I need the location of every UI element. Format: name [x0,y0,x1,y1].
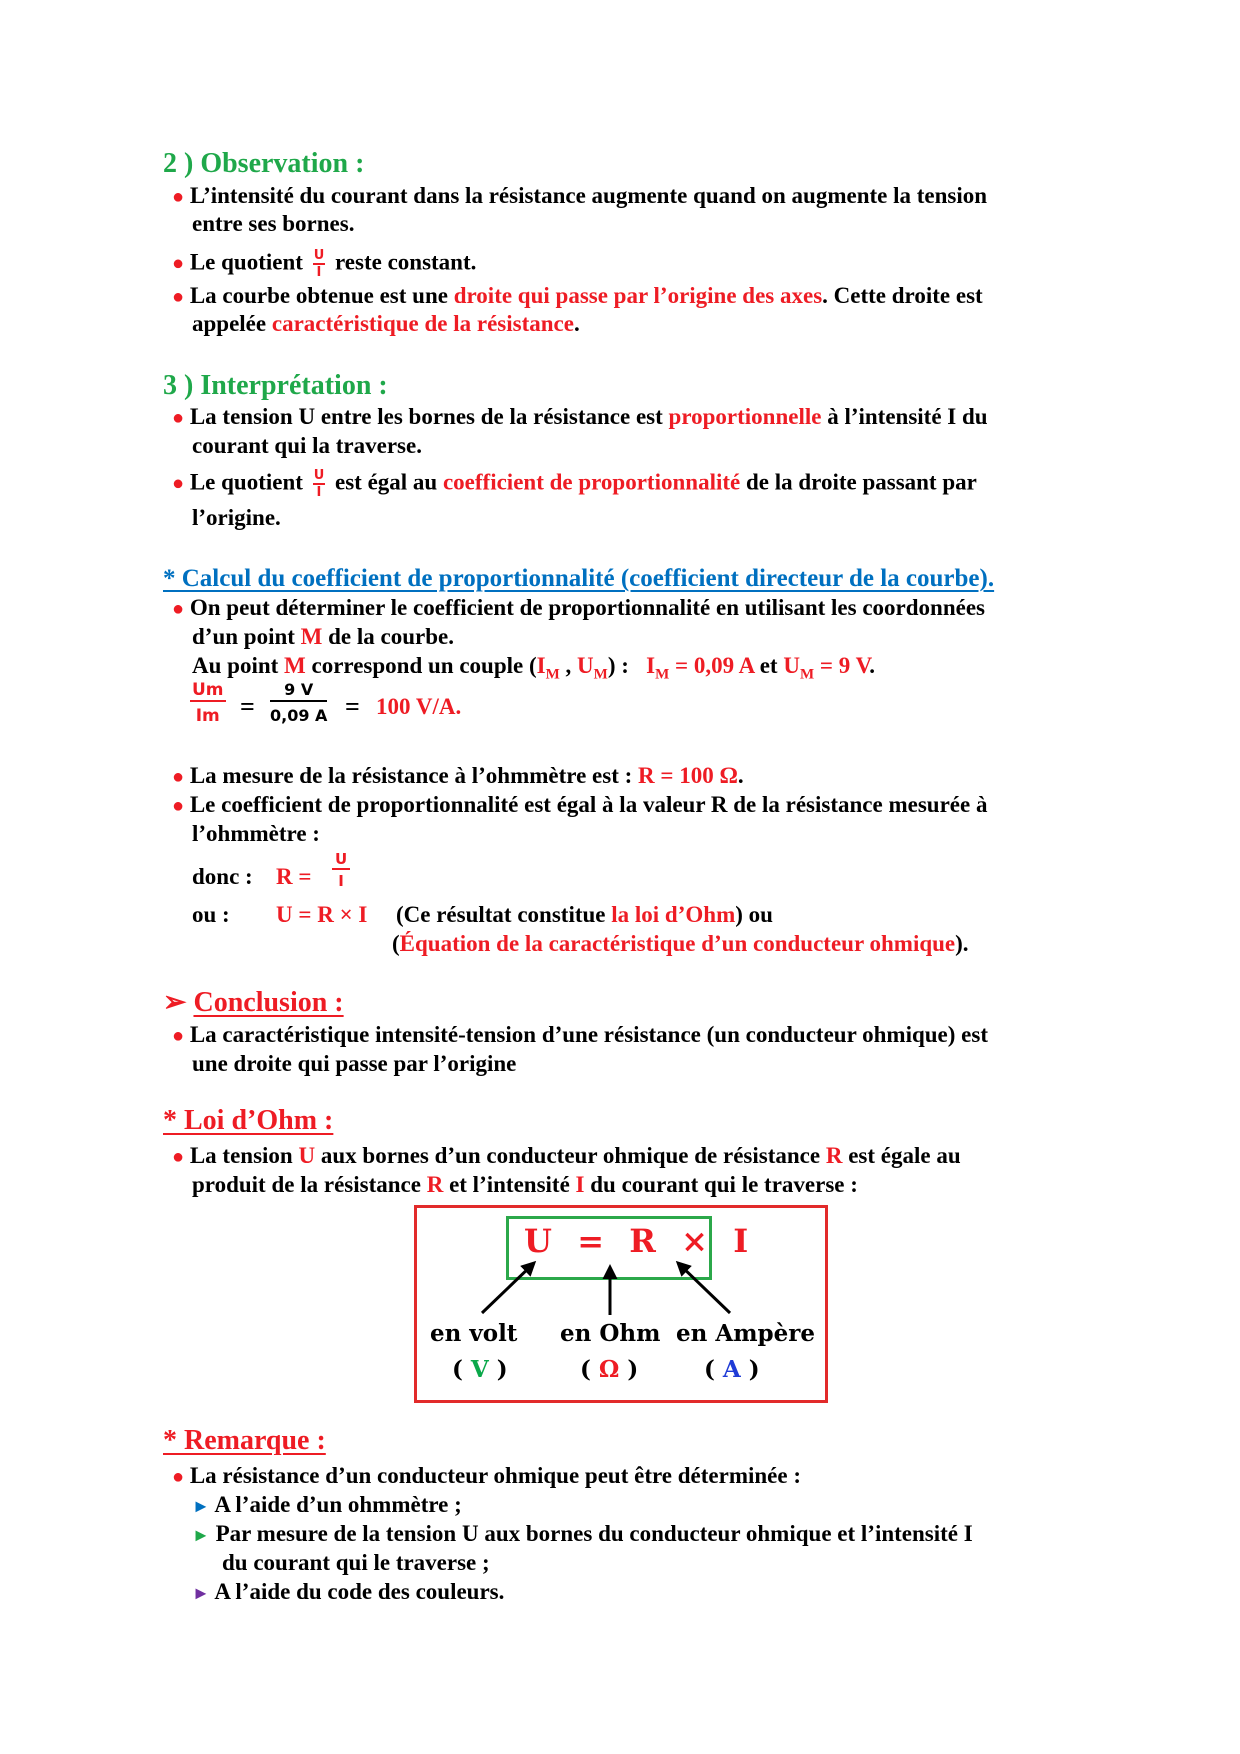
quotient-fraction: $\frac{U}{I}$ [313,248,325,280]
calcul-bullet-1: ● On peut déterminer le coefficient de proportionnalité en utilisant les coordonnées [172,595,985,620]
ampere-unit: ( A ) [704,1356,760,1383]
bullet-icon: ● [172,795,185,817]
bullet-icon: ● [172,766,185,788]
equals-sign: = [240,692,255,721]
calcul-heading: * Calcul du coefficient de proportionnalité (coefficient directeur de la courbe). [163,565,995,592]
bullet-icon: ● [172,286,185,308]
bullet-icon: ● [172,1025,185,1047]
remarque-sub-2: ► Par mesure de la tension U aux bornes du conducteur ohmique et l’intensité I [192,1521,973,1546]
calcul-bullet-1-line2: d’un point M de la courbe. [192,624,454,649]
coefficient-result: 100 V/A. [376,694,462,719]
interpretation-heading: 3 ) Interprétation : [163,370,388,401]
values-fraction: 9 V 0,09 A [270,680,328,725]
calcul-bullet-2: ● La mesure de la résistance à l’ohmmètre est : R = 100 Ω. [172,763,744,788]
calcul-bullet-3-cont: l’ohmmètre : [192,821,320,846]
equals-sign: = [345,692,360,721]
bullet-icon: ● [172,407,185,429]
ampere-arrow [678,1263,730,1313]
triangle-icon: ► [192,1583,210,1603]
arrow-icon: ➢ [163,987,187,1018]
volt-unit: ( V ) [452,1356,508,1383]
formula-text: U = R × I [524,1222,750,1260]
interpretation-bullet-2: ● Le quotient $\frac{U}{I}$ est égal au coefficient de proportionnalité de la droite passant par [172,468,977,500]
remarque-bullet-1: ● La résistance d’un conducteur ohmique peut être déterminée : [172,1463,801,1488]
r-fraction: U I [332,850,350,890]
observation-bullet-2: ● Le quotient $\frac{U}{I}$ reste constant. [172,248,477,280]
interpretation-bullet-1: ● La tension U entre les bornes de la résistance est proportionnelle à l’intensité I du [172,404,988,429]
calcul-bullet-1-line3: Au point M correspond un couple ($I_M$ , $U_M$) : $I_M = 0,09$ A et $U_M = 9$ V. [192,653,875,683]
equation-note: (Équation de la caractéristique d’un conducteur ohmique). [392,931,969,956]
loi-ohm-bullet-1-cont: produit de la résistance R et l’intensité I du courant qui le traverse : [192,1172,858,1197]
conclusion-heading: ➢ Conclusion : [163,987,344,1018]
triangle-icon: ► [192,1525,210,1545]
bullet-icon: ● [172,252,185,275]
calcul-bullet-3: ● Le coefficient de proportionnalité est égal à la valeur R de la résistance mesurée à [172,792,988,817]
loi-ohm-heading: * Loi d’Ohm : [163,1105,334,1136]
interpretation-bullet-2-cont: l’origine. [192,505,281,530]
ohm-unit: ( Ω ) [580,1356,639,1383]
bullet-icon: ● [172,1466,185,1488]
remarque-sub-3: ► A l’aide du code des couleurs. [192,1579,505,1604]
conclusion-bullet-1: ● La caractéristique intensité-tension d’une résistance (un conducteur ohmique) est [172,1022,988,1047]
remarque-sub-1: ► A l’aide d’un ohmmètre ; [192,1492,462,1517]
observation-bullet-1: ● L’intensité du courant dans la résistance augmente quand on augmente la tension [172,183,988,208]
bullet-icon: ● [172,1146,185,1168]
observation-heading: 2 ) Observation : [163,148,365,179]
r-equals: R = [276,864,312,889]
ohm-label: en Ohm [560,1320,661,1347]
volt-label: en volt [430,1320,518,1347]
ohm-law-note: (Ce résultat constitue la loi d’Ohm) ou [396,902,773,927]
observation-bullet-1-cont: entre ses bornes. [192,211,355,236]
conclusion-bullet-1-cont: une droite qui passe par l’origine [192,1051,517,1076]
bullet-icon: ● [172,472,185,495]
loi-ohm-bullet-1: ● La tension U aux bornes d’un conducteur ohmique de résistance R est égale au [172,1143,961,1168]
ohm-law-formula: U = R × I [276,902,368,927]
quotient-fraction: $\frac{U}{I}$ [313,468,325,500]
observation-bullet-3-cont: appelée caractéristique de la résistance. [192,311,580,336]
ampere-label: en Ampère [676,1320,816,1347]
donc-label: donc : [192,864,253,889]
bullet-icon: ● [172,186,185,208]
remarque-heading: * Remarque : [163,1425,326,1456]
ou-label: ou : [192,902,230,927]
remarque-sub-2-cont: du courant qui le traverse ; [222,1550,490,1575]
bullet-icon: ● [172,598,185,620]
um-im-fraction: Um Im [192,680,224,726]
volt-arrow [482,1263,534,1313]
observation-bullet-3: ● La courbe obtenue est une droite qui passe par l’origine des axes. Cette droite est [172,283,983,308]
interpretation-bullet-1-cont: courant qui la traverse. [192,433,422,458]
triangle-icon: ► [192,1496,210,1516]
